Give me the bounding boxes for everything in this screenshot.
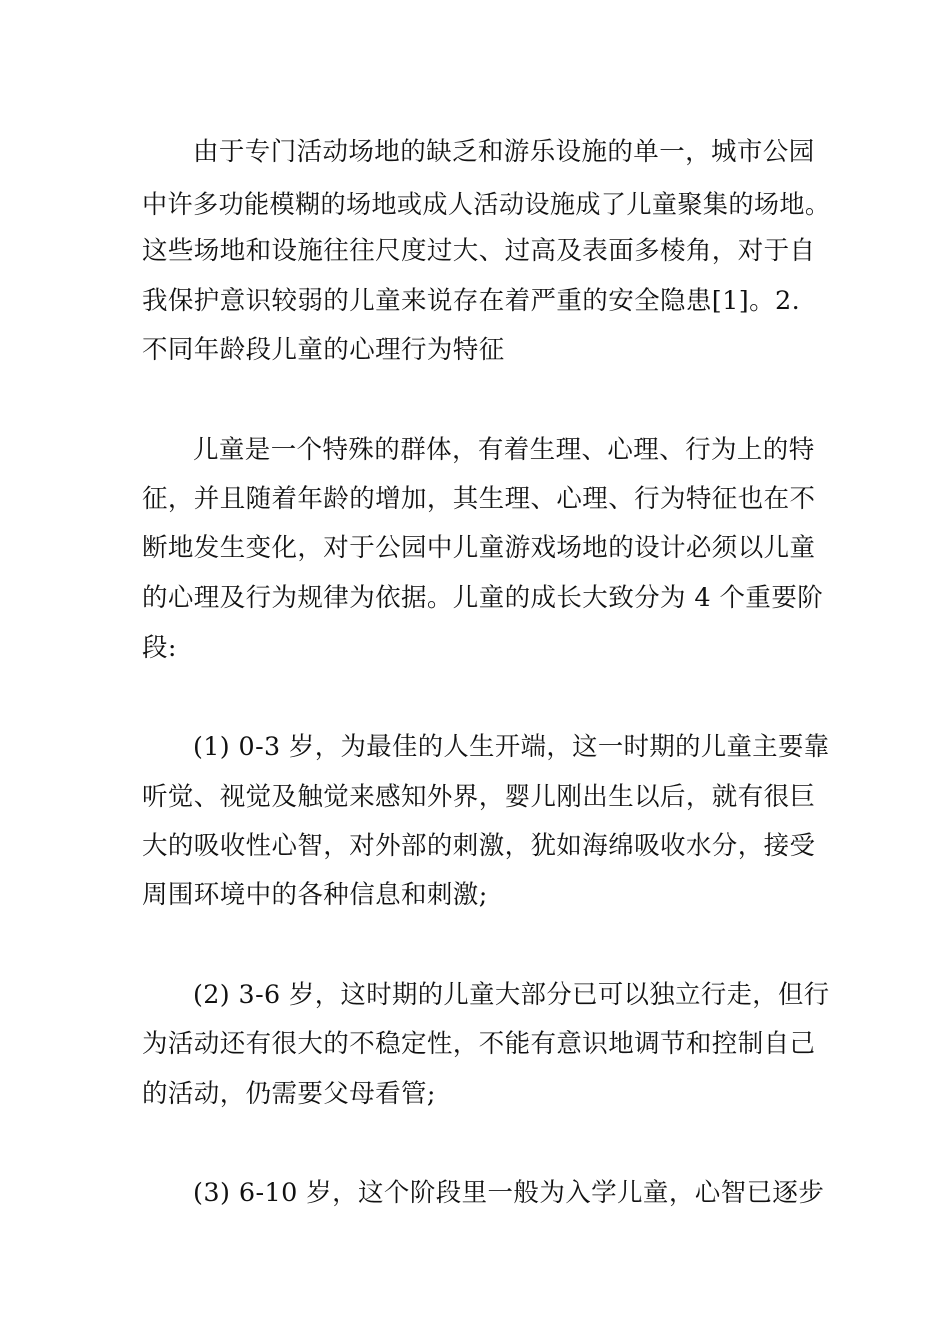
text-line: (3) 6-10 岁，这个阶段里一般为入学儿童，心智已逐步: [193, 1178, 825, 1208]
text-line: (1) 0-3 岁，为最佳的人生开端，这一时期的儿童主要靠: [193, 732, 830, 762]
text-line: 断地发生变化，对于公园中儿童游戏场地的设计必须以儿童: [142, 533, 816, 563]
text-line: 的心理及行为规律为依据。儿童的成长大致分为 4 个重要阶: [142, 583, 824, 613]
text-line: 由于专门活动场地的缺乏和游乐设施的单一，城市公园: [193, 137, 815, 167]
text-line: (2) 3-6 岁，这时期的儿童大部分已可以独立行走，但行: [193, 980, 830, 1010]
text-line: 段:: [142, 633, 177, 663]
text-line: 儿童是一个特殊的群体，有着生理、心理、行为上的特: [193, 435, 815, 465]
text-line: 不同年龄段儿童的心理行为特征: [142, 335, 505, 365]
text-line: 这些场地和设施往往尺度过大、过高及表面多棱角，对于自: [142, 236, 816, 266]
text-line: 大的吸收性心智，对外部的刺激，犹如海绵吸收水分，接受: [142, 831, 816, 861]
text-line: 的活动，仍需要父母看管;: [142, 1079, 436, 1109]
text-line: 我保护意识较弱的儿童来说存在着严重的安全隐患[1]。2.: [142, 286, 801, 316]
text-line: 中许多功能模糊的场地或成人活动设施成了儿童聚集的场地。: [142, 190, 831, 220]
text-line: 征，并且随着年龄的增加，其生理、心理、行为特征也在不: [142, 484, 816, 514]
text-line: 为活动还有很大的不稳定性，不能有意识地调节和控制自己: [142, 1029, 816, 1059]
text-line: 听觉、视觉及触觉来感知外界，婴儿刚出生以后，就有很巨: [142, 782, 816, 812]
text-line: 周围环境中的各种信息和刺激;: [142, 880, 488, 910]
